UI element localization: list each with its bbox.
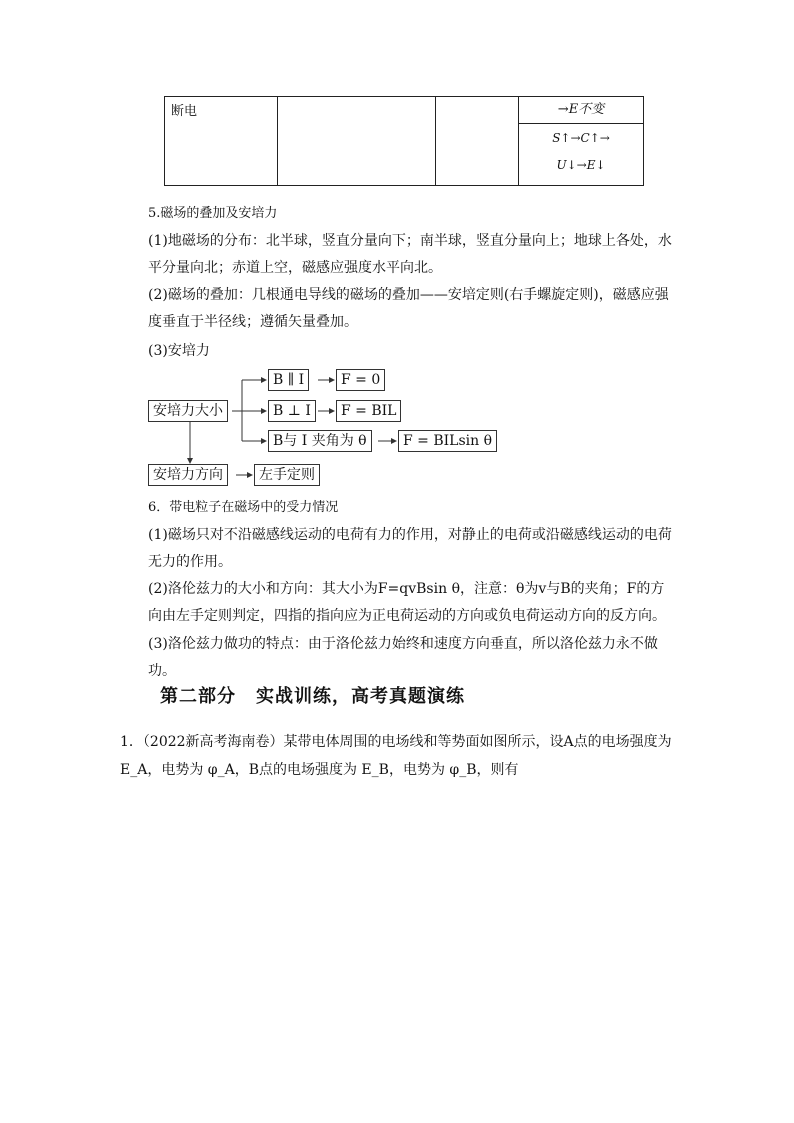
table-cell-bottom-line1: S↑→C↑→ bbox=[552, 131, 610, 145]
f-bilsin-box: F = BILsin θ bbox=[398, 430, 497, 452]
ampere-direction-box: 安培力方向 bbox=[148, 464, 228, 486]
section6-p3: (3)洛伦兹力做功的特点：由于洛伦兹力始终和速度方向垂直，所以洛伦兹力永不做功。 bbox=[148, 636, 658, 679]
left-hand-rule-box: 左手定则 bbox=[254, 464, 320, 486]
b-angle-box: B与 I 夹角为 θ bbox=[268, 430, 372, 452]
table-cell-bottom bbox=[519, 124, 643, 179]
section6-p1: (1)磁场只对不沿磁感线运动的电荷有力的作用，对静止的电荷或沿磁感线运动的电荷无力的作用。 bbox=[148, 527, 672, 570]
part2-heading bbox=[160, 682, 485, 708]
table-cell-top: →E不变 bbox=[519, 97, 643, 124]
section6-p2: (2)洛伦兹力的大小和方向：其大小为F=qvBsin θ，注意：θ为v与B的夹角；F的方向由左手定则判定，四指的指向应为正电荷运动的方向或负电荷运动方向的反方向。 bbox=[148, 581, 666, 624]
question1-line2: E_A，电势为 φ_A，B点的电场强度为 E_B，电势为 φ_B，则有 bbox=[120, 762, 519, 778]
part2-label: 第二部分 bbox=[160, 686, 236, 707]
section5-p2: (2)磁场的叠加：几根通电导线的磁场的叠加——安培定则(右手螺旋定则)，磁感应强度垂直于半径线；遵循矢量叠加。 bbox=[148, 287, 669, 330]
section5-title: 5.磁场的叠加及安培力 bbox=[148, 206, 278, 221]
table-cell-empty-2 bbox=[436, 97, 519, 186]
f-zero-box: F = 0 bbox=[336, 369, 385, 391]
table-row-label: 断电 bbox=[165, 97, 278, 186]
part2-title: 实战训练，高考真题演练 bbox=[256, 686, 465, 707]
ampere-size-box: 安培力大小 bbox=[148, 400, 228, 422]
b-perp-box: B ⊥ I bbox=[268, 400, 316, 422]
table-cell-bottom-line2: U↓→E↓ bbox=[556, 158, 606, 172]
section5-p1: (1)地磁场的分布：北半球，竖直分量向下；南半球，竖直分量向上；地球上各处，水平分量向北；赤道上空，磁感应强度水平向北。 bbox=[148, 233, 672, 276]
capacitor-table bbox=[164, 96, 644, 186]
table-cell-result bbox=[519, 97, 644, 186]
f-bil-box: F = BIL bbox=[336, 400, 401, 422]
ampere-force-diagram bbox=[148, 367, 508, 489]
question1-line1: 1．（2022新高考海南卷）某带电体周围的电场线和等势面如图所示，设A点的电场强度为 bbox=[120, 734, 672, 750]
section5-p3: (3)安培力 bbox=[148, 343, 210, 359]
table-cell-empty-1 bbox=[278, 97, 436, 186]
b-parallel-box: B ∥ I bbox=[268, 369, 309, 391]
section6-title: 6．带电粒子在磁场中的受力情况 bbox=[148, 500, 339, 515]
